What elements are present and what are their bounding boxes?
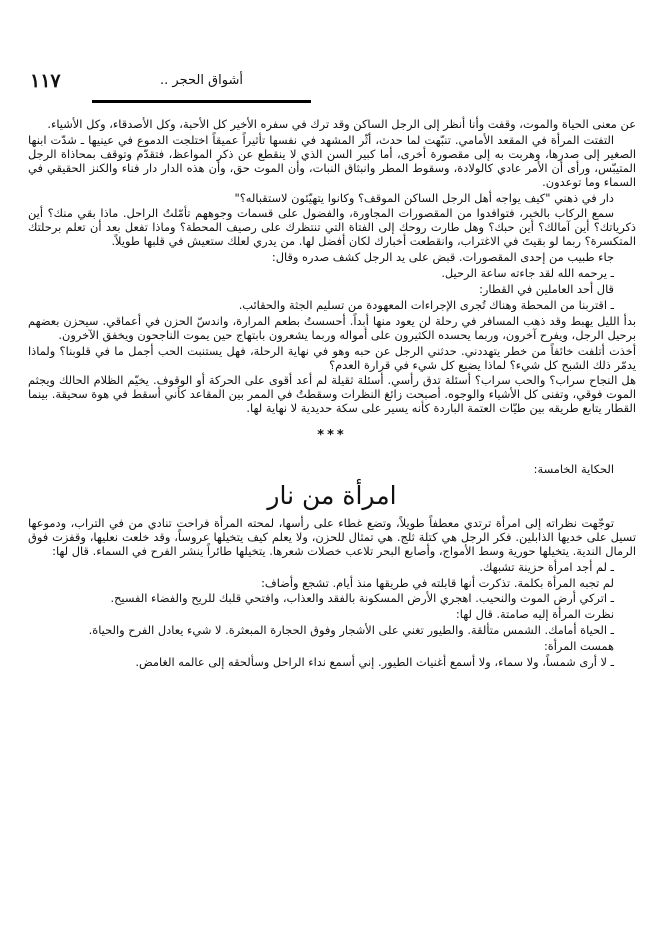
paragraph: هل النجاح سراب؟ والحب سراب؟ أسئلة تدق رأسي. أسئلة ثقيلة لم أعد أقوى على الحركة أو الوقوف. يخيّم الظلام الحالك ويجثم الموت فوقي، وتفنى كل الأشياء والوجوه. أصبحت زائغ النظرات وسقطتُ في الممر بين المقاعد كأني أسقط في هوة سحيقة. بينما القطار يتابع طريقه بين طيّات العتمة الباردة كأنه يسير على سكة حديدية لا نهاية لها. (28, 373, 636, 416)
paragraph: قال أحد العاملين في القطار: (479, 281, 614, 296)
paragraph: ـ يرحمه الله لقد جاءته ساعة الرحيل. (441, 266, 614, 281)
body-text (28, 118, 636, 672)
section-separator: *** (317, 428, 347, 444)
paragraph: أخذت أتلفت خائفاً من خطر يتهددني. حدثني الرجل عن حبه وهو في نهاية الرحلة، فهل يستنبت الحب أجمل ما في قلوبنا؟ ولماذا يدمّر ذلك الشبح كل شيء؟ لماذا يضيع كل شيء في قرارة العدم؟ (28, 343, 636, 372)
running-title: أشواق الحجر .. (160, 73, 243, 88)
paragraph: ـ اتركي أرض الموت والنحيب. اهجري الأرض المسكونة بالفقد والعذاب، وافتحي قلبك للريح والفضاء الفسيح. (110, 591, 614, 606)
paragraph: التفتت المرأة في المقعد الأمامي. تنبّهت لما حدث، أثّر المشهد في نفسها تأثيراً عميقاً اختلجت الدموع في عينيها ـ شدّت ابنها الصغير إلى صدرها، وهربت به إلى مقصورة أخرى، أما كبير السن الذي لا ينقطع عن ذكر المواعظ، فتقدّم وتوقف بمحاذاة الرجل المتيبّس، ورأى أن الأمر عادي كالولادة، وسقوط المطر وانبثاق النبات، وأن الموت حق، وأن هذه الدار دار فناء والكنز الحقيقي في السماء وما توعدون. (28, 132, 636, 189)
paragraph: سمع الركاب بالخبر، فتوافدوا من المقصورات المجاورة، والفضول على قسمات وجوههم تأمّلتُ الراحل. ماذا بقي منك؟ أين ذكرياتك؟ أين آمالك؟ أين حبك؟ وهل طارت روحك إلى الفتاة التي تنتظرك على رصيف المحطة؟ وماذا تفعل بعد أن تعلم برحلتك المتكسرة؟ ربما لو بقيتَ في الاغتراب، وانقطعت أخبارك لكان أفضل لها. من يدري لعلك ستعيش في قلبها طويلاً. (28, 206, 636, 249)
paragraph: نظرت المرأة إليه صامتة. قال لها: (455, 607, 614, 622)
paragraph: ـ لا أرى شمساً، ولا سماء، ولا أسمع أغنيات الطيور. إني أسمع نداء الراحل وسألحقه إلى عالمه الغامض. (135, 655, 614, 670)
paragraph: توجّهت نظراته إلى امرأة ترتدي معطفاً طويلاً، وتضع غطاء على رأسها، لمحته المرأة فراحت تنادي من في التراب، ودموعها تسيل على خديها الذابلين. فكر الرجل هي كتلة ثلج. هي تمثال للحزن، ولا يعلم كيف يتخيلها عروساً، وقد خلعت نعليها، وقفزت فوق الرمال الندية. يتخيلها حورية وسط الأمواج، وأصابع البحر تلاعب خصلات شعرها. يتخيلها طائراً ينشر الفرح في السماء. قال لها: (28, 515, 636, 558)
paragraph: جاء طبيب من إحدى المقصورات. قبض على يد الرجل كشف صدره وقال: (271, 250, 614, 265)
paragraph: بدأ الليل يهبط وقد ذهب المسافر في رحلة لن يعود منها أبداً. أحسستُ بطعم المرارة، واندسّ الحزن في أعماقي. سيحزن بعضهم برحيل الرجل، ويفرح آخرون، وربما يحسده الكثيرون على أمواله وربما يشعرون بابتهاج حين يموت الناجحون ويخفق الآخرون. (28, 313, 636, 342)
paragraph: دار في ذهني "كيف يواجه أهل الرجل الساكن الموقف؟ وكانوا يتهيّئون لاستقباله؟" (234, 190, 614, 205)
page-number: ١١٧ (30, 70, 61, 92)
paragraph: لم تجبه المرأة بكلمة. تذكرت أنها قابلته في طريقها منذ أيام. تشجع وأضاف: (261, 575, 614, 590)
paragraph: ـ اقتربنا من المحطة وهناك تُجرى الإجراءات المعهودة من تسليم الجثة والحقائب. (238, 297, 614, 312)
paragraph: عن معنى الحياة والموت، وقفت وأنا أنظر إلى الرجل الساكن وقد ترك في سفره الأخير كل الأحبة، وكل الأصدقاء، وكل الأشياء. (47, 117, 636, 131)
section-label: الحكاية الخامسة: (533, 462, 614, 477)
paragraph: همست المرأة: (543, 639, 614, 654)
paragraph: ـ لم أجد امرأة حزينة تشبهك. (479, 559, 614, 574)
paragraph: ـ الحياة أمامك. الشمس متألقة. والطيور تغني على الأشجار وفوق الحجارة المبعثرة. لا شيء يعادل الفرح والحياة. (88, 623, 614, 638)
story-title: امرأة من نار (267, 480, 397, 510)
header-rule (92, 100, 311, 103)
